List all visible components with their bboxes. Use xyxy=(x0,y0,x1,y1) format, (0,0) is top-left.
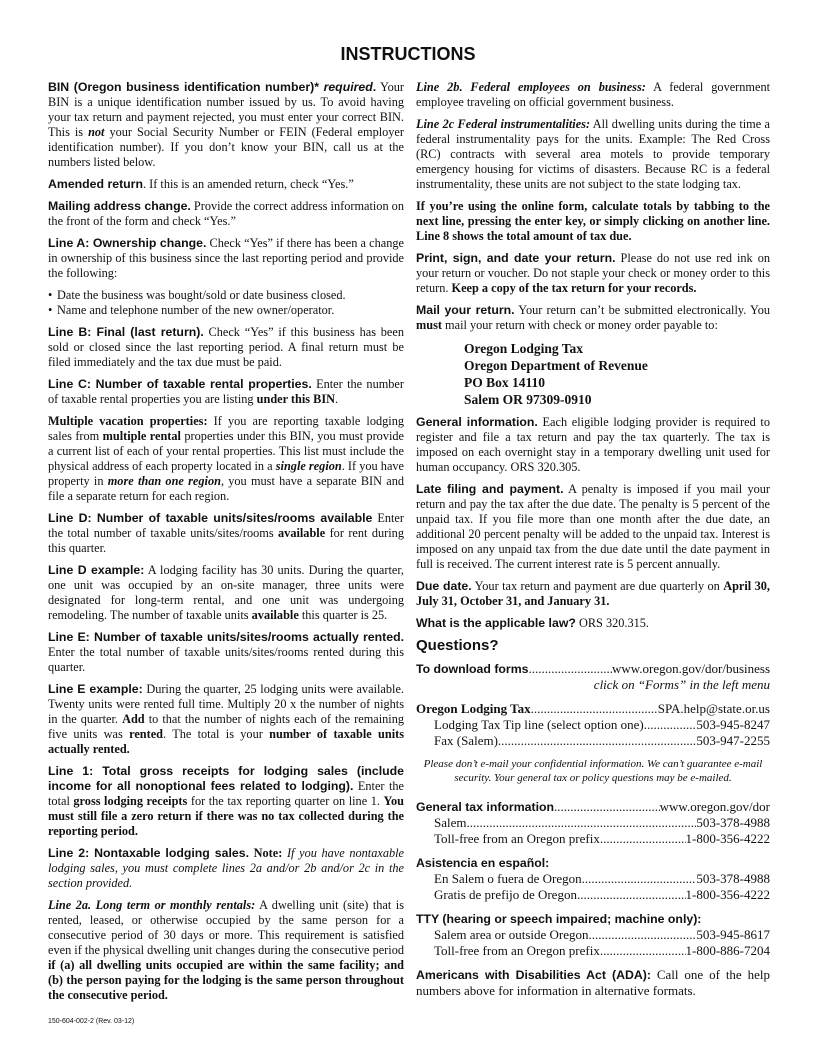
contact-row xyxy=(416,887,770,903)
instruction-paragraph xyxy=(48,325,404,370)
questions-heading: Questions? xyxy=(416,637,499,654)
instruction-paragraph xyxy=(48,414,404,504)
paragraph-text: You must still file a zero return if there was no tax collected during the reporting period. xyxy=(48,794,404,838)
contact-label: Fax (Salem) xyxy=(434,733,498,748)
paragraph-text: A penalty is imposed if you mail your return and pay the tax after the due date. The penalty is 5 percent of the unpaid tax. If you file more than one month after the due date, an additional 20 percent penalty will be added to the unpaid tax. Interest is imposed on any unpaid tax from the due date until the date payment in full is received. The current interest rate is 5 percent annually. xyxy=(416,482,771,571)
instruction-paragraph xyxy=(48,377,404,407)
paragraph-text: , you must have a separate BIN and file a separate return for each region. xyxy=(48,474,405,503)
contact-row xyxy=(416,943,770,959)
paragraph-text: this quarter is 25. xyxy=(298,608,388,622)
dot-leader xyxy=(531,701,658,717)
paragraph-text: available xyxy=(251,608,299,622)
paragraph-text: multiple rental xyxy=(102,429,181,443)
contact-value: SPA.help@state.or.us xyxy=(657,701,770,716)
address-line: Oregon Lodging Tax xyxy=(464,341,584,356)
paragraph-text: if (a) all dwelling units occupied are within the same facility; and (b) the person paying for the lodging is the same person throughout the consecutive period. xyxy=(48,958,404,1002)
paragraph-heading: Line 1: Total gross receipts for lodging sales (include income for all nonoptional fees related to lodging). xyxy=(48,764,404,793)
contact-label: Salem area or outside Oregon xyxy=(434,927,589,942)
contact-subnote: click on “Forms” in the left menu xyxy=(593,677,770,692)
paragraph-heading: . xyxy=(372,80,377,94)
paragraph-text: single region xyxy=(275,459,342,473)
paragraph-text: Enter the total number of taxable units/sites/rooms xyxy=(48,511,404,540)
dot-leader xyxy=(577,887,686,903)
paragraph-text: Multiple vacation properties: xyxy=(48,414,208,428)
instruction-paragraph xyxy=(416,415,770,475)
contact-label: Gratis de prefijo de Oregon xyxy=(434,887,577,902)
instruction-paragraph xyxy=(48,511,404,556)
paragraph-heading: Line E example: xyxy=(48,682,143,696)
paragraph-text: gross lodging receipts xyxy=(73,794,188,808)
paragraph-text: for rent during this quarter. xyxy=(48,526,404,555)
instruction-paragraph xyxy=(48,898,404,1003)
instruction-paragraph xyxy=(48,236,404,281)
contact-label: Oregon Lodging Tax xyxy=(416,701,531,716)
paragraph-heading: Mail your return. xyxy=(416,303,515,317)
contact-value: 503-378-4988 xyxy=(696,815,770,830)
paragraph-heading: What is the applicable law? xyxy=(416,616,576,630)
paragraph-text: Enter the total number of taxable units/sites/rooms rented during this quarter. xyxy=(48,645,404,674)
instruction-paragraph xyxy=(416,117,770,192)
paragraph-text: Keep a copy of the tax return for your records. xyxy=(451,281,697,295)
contact-value: 503-947-2255 xyxy=(696,733,770,748)
paragraph-text: April 30, July 31, October 31, and January 31. xyxy=(416,579,770,608)
paragraph-text: Note: xyxy=(249,846,283,860)
contact-row xyxy=(416,815,770,831)
paragraph-heading: Late filing and payment. xyxy=(416,482,564,496)
instruction-paragraph xyxy=(48,177,404,192)
paragraph-text: under this BIN xyxy=(256,392,336,406)
paragraph-heading: BIN (Oregon business identification number)* xyxy=(48,80,324,94)
contact-label: Salem xyxy=(434,815,467,830)
paragraph-text: Your BIN is a unique identification number issued by us. To avoid having your tax return and payment rejected, you must enter your correct BIN. This is xyxy=(48,80,404,139)
instruction-paragraph xyxy=(48,764,404,839)
instruction-paragraph xyxy=(416,303,770,333)
paragraph-text: . If this is an amended return, check “Yes.” xyxy=(142,177,354,191)
instruction-paragraph xyxy=(48,563,404,623)
address-line: Salem OR 97309-0910 xyxy=(464,392,592,407)
paragraph-text: available xyxy=(278,526,326,540)
paragraph-text: Your return can’t be submitted electronically. You xyxy=(514,303,770,317)
contact-value: 503-945-8247 xyxy=(696,717,770,732)
paragraph-text: to that the number of nights each of the remaining five units was xyxy=(48,712,404,741)
address-line: Oregon Department of Revenue xyxy=(464,358,648,373)
contact-label: General tax information xyxy=(416,800,555,814)
paragraph-text: Add xyxy=(122,712,145,726)
contact-row xyxy=(416,871,770,887)
right-column xyxy=(416,80,770,1007)
ada-text: Call one of the help numbers above for information in alternative formats. xyxy=(416,967,770,998)
paragraph-heading: Line E: Number of taxable units/sites/rooms actually rented. xyxy=(48,630,404,644)
paragraph-text: If you’re using the online form, calculate totals by tabbing to the next line, pressing the enter key, or simply clicking on another line. Line 8 shows the total amount of tax due. xyxy=(416,199,770,243)
contact-row xyxy=(416,661,770,677)
dot-leader xyxy=(554,799,660,815)
instruction-paragraph xyxy=(416,80,770,110)
paragraph-text: number of taxable units actually rented. xyxy=(48,727,404,756)
paragraph-text: If you have nontaxable lodging sales, you must complete lines 2a and/or 2b and/or 2c in the section provided. xyxy=(48,846,404,890)
contact-group-heading: Asistencia en español: xyxy=(416,856,550,870)
contact-row xyxy=(416,701,770,717)
contact-group-heading: TTY (hearing or speech impaired; machine only): xyxy=(416,912,702,926)
paragraph-text: A federal government employee traveling on official government business. xyxy=(416,80,771,109)
paragraph-text: Please do not use red ink on your return or voucher. Do not staple your check or money order to this return. xyxy=(416,251,770,295)
paragraph-text: A lodging facility has 30 units. During the quarter, one unit was occupied by an on-site manager, three units were designated for long-term rental, and one unit was undergoing remodeling. The number of taxable units xyxy=(48,563,405,622)
paragraph-heading: Print, sign, and date your return. xyxy=(416,251,616,265)
dot-leader xyxy=(644,717,697,733)
dot-leader xyxy=(467,815,697,831)
dot-leader xyxy=(498,733,696,749)
contact-value: www.oregon.gov/dor xyxy=(659,799,770,814)
contact-group-download xyxy=(416,661,770,693)
paragraph-text: ORS 320.315. xyxy=(575,616,649,630)
dot-leader xyxy=(600,831,686,847)
paragraph-text: Each eligible lodging provider is required to register and file a tax return and pay the tax quarterly. The tax is imposed on each overnight stay in a temporary dwelling unit used for human occupancy. ORS 320.305. xyxy=(416,415,770,474)
contact-value: 1-800-886-7204 xyxy=(685,943,770,958)
paragraph-heading: Line D: Number of taxable units/sites/rooms available xyxy=(48,511,373,525)
contact-group-spanish xyxy=(416,855,770,903)
contact-row xyxy=(416,799,770,815)
paragraph-text: Line 2c Federal instrumentalities: xyxy=(416,117,591,131)
contact-value: 503-378-4988 xyxy=(696,871,770,886)
instruction-paragraph xyxy=(48,199,404,229)
instruction-paragraph xyxy=(48,846,404,891)
contact-group-lodging xyxy=(416,701,770,749)
contact-label: To download forms xyxy=(416,662,529,676)
paragraph-text: for the tax reporting quarter on line 1. xyxy=(187,794,384,808)
bullet-item: • Date the business was bought/sold or date business closed. xyxy=(48,288,404,303)
contact-group-general xyxy=(416,799,770,847)
paragraph-text: not xyxy=(88,125,105,139)
paragraph-heading: General information. xyxy=(416,415,538,429)
instruction-paragraph xyxy=(416,482,770,572)
paragraph-heading: Line D example: xyxy=(48,563,145,577)
paragraph-text: Your tax return and payment are due quarterly on xyxy=(471,579,724,593)
instruction-paragraph xyxy=(48,80,404,170)
page-title: INSTRUCTIONS xyxy=(340,44,476,64)
privacy-note: Please don’t e-mail your confidential information. We can’t guarantee e-mail security. Your general tax or policy questions may be e-mailed. xyxy=(423,758,763,784)
paragraph-text: rented xyxy=(129,727,164,741)
paragraph-text: more than one region xyxy=(107,474,221,488)
paragraph-text: A dwelling unit (site) that is rented, leased, or otherwise occupied by the same person for a consecutive period of 30 days or more. This requirement is satisfied even if the physical dwelling unit changes during the consecutive period xyxy=(48,898,404,957)
ada-paragraph xyxy=(416,967,770,999)
paragraph-heading: Line A: Ownership change. xyxy=(48,236,207,250)
ada-heading: Americans with Disabilities Act (ADA): xyxy=(416,968,651,982)
left-column xyxy=(48,80,404,1026)
paragraph-text: mail your return with check or money order payable to: xyxy=(441,318,718,332)
instruction-paragraph xyxy=(416,616,770,631)
contact-row xyxy=(416,927,770,943)
paragraph-heading: Due date. xyxy=(416,579,472,593)
paragraph-text: All dwelling units during the time a federal instrumentality pays for the units. Example: The Red Cross (RC) contracts with several area motels to provide temporary emergency housing for victims of disasters. Because RC is a federal instrumentality, these units are not subject to the state lodging tax. xyxy=(416,117,770,191)
paragraph-text: . xyxy=(335,392,339,406)
bullet-list xyxy=(48,288,404,318)
contact-label: Toll-free from an Oregon prefix xyxy=(434,831,600,846)
bullet-item: • Name and telephone number of the new owner/operator. xyxy=(48,303,404,318)
dot-leader xyxy=(600,943,686,959)
paragraph-text: your Social Security Number or FEIN (Federal employer identification number). If you don’t know your BIN, call us at the numbers listed below. xyxy=(48,125,404,169)
paragraph-text: Enter the total xyxy=(48,779,404,808)
contact-value: www.oregon.gov/dor/business xyxy=(611,661,770,676)
paragraph-heading: Line C: Number of taxable rental properties. xyxy=(48,377,312,391)
paragraph-text: Check “Yes” if this business has been sold or closed since the last reporting period. A final return must be filed immediately and the tax due must be paid. xyxy=(48,325,404,369)
paragraph-text: Provide the correct address information on the front of the form and check “Yes.” xyxy=(48,199,404,228)
paragraph-text: . If you have property in xyxy=(48,459,405,488)
paragraph-text: . The total is your xyxy=(163,727,270,741)
paragraph-text: Enter the number of taxable rental properties you are listing xyxy=(48,377,404,406)
address-line: PO Box 14110 xyxy=(464,375,546,390)
paragraph-text: During the quarter, 25 lodging units were available. Twenty units were rented full time. Multiply 20 x the number of nights in the quarter. xyxy=(48,682,404,726)
paragraph-text: properties under this BIN, you must provide a current list of each of your rental properties. This list must include the physical address of each property located in a xyxy=(48,429,404,473)
paragraph-heading: Mailing address change. xyxy=(48,199,191,213)
paragraph-text: Check “Yes” if there has been a change in ownership of this business since the last reporting period and provide the following: xyxy=(48,236,404,280)
dot-leader xyxy=(529,661,612,677)
mailing-address xyxy=(464,340,770,408)
paragraph-text: Line 2a. Long term or monthly rentals: xyxy=(48,898,256,912)
contact-label: Toll-free from an Oregon prefix xyxy=(434,943,600,958)
instruction-paragraph xyxy=(416,251,770,296)
dot-leader xyxy=(589,927,697,943)
contact-row xyxy=(416,831,770,847)
paragraph-heading: Line 2: Nontaxable lodging sales. xyxy=(48,846,249,860)
contact-label: Lodging Tax Tip line (select option one) xyxy=(434,717,644,732)
contact-value: 1-800-356-4222 xyxy=(685,831,770,846)
contact-value: 1-800-356-4222 xyxy=(685,887,770,902)
paragraph-heading: Line B: Final (last return). xyxy=(48,325,204,339)
dot-leader xyxy=(582,871,697,887)
instruction-paragraph xyxy=(416,199,770,244)
contact-group-tty xyxy=(416,911,770,959)
contact-value: 503-945-8617 xyxy=(696,927,770,942)
instruction-paragraph xyxy=(48,630,404,675)
paragraph-text: If you are reporting taxable lodging sales from xyxy=(48,414,405,443)
paragraph-heading: required xyxy=(323,80,373,94)
paragraph-heading: Amended return xyxy=(48,177,143,191)
contact-row xyxy=(416,733,770,749)
instruction-paragraph xyxy=(48,682,404,757)
contact-row xyxy=(416,717,770,733)
paragraph-text: must xyxy=(416,318,442,332)
form-number: 150-604-002-2 (Rev. 03-12) xyxy=(48,1018,135,1025)
paragraph-text: Line 2b. Federal employees on business: xyxy=(416,80,646,94)
instruction-paragraph xyxy=(416,579,770,609)
contact-label: En Salem o fuera de Oregon xyxy=(434,871,582,886)
